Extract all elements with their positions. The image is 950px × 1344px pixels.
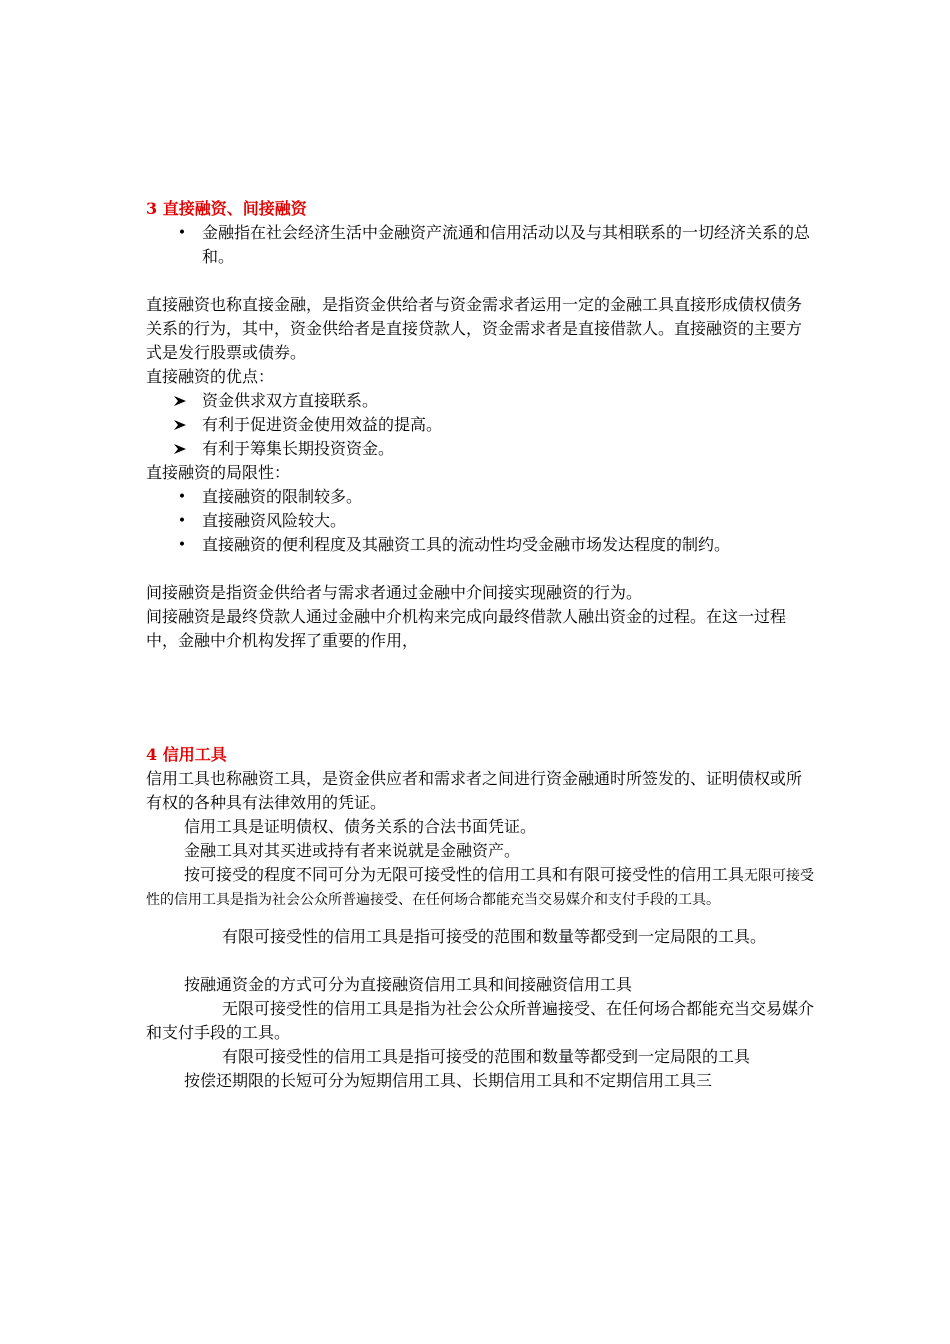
list-item-text: 资金供求双方直接联系。: [202, 391, 379, 410]
list-item: [146, 533, 816, 557]
section-4-heading: 4 信用工具: [146, 745, 227, 764]
limited-acceptability-paragraph: 有限可接受性的信用工具是指可接受的范围和数量等都受到一定局限的工具。: [222, 927, 767, 946]
spacer: [146, 653, 816, 743]
acceptability-classification: [146, 863, 816, 911]
credit-instrument-legal-proof: 信用工具是证明债权、债务关系的合法书面凭证。: [184, 817, 537, 836]
advantages-title: 直接融资的优点：: [146, 367, 275, 386]
indirect-finance-paragraph-2: 间接融资是最终贷款人通过金融中介机构来完成向最终借款人融出资金的过程。在这一过程中，金融中介机构发挥了重要的作用，: [146, 607, 787, 650]
list-item: [146, 389, 816, 413]
list-item-text: 有利于筹集长期投资资金。: [202, 439, 395, 458]
arrow-bullet-icon: [174, 396, 186, 406]
finance-definition-list: [146, 221, 816, 269]
list-item: [146, 413, 816, 437]
bullet-icon: •: [177, 489, 187, 505]
section-3-heading: 3 直接融资、间接融资: [146, 199, 307, 218]
list-item: [146, 221, 816, 269]
direct-finance-paragraph: 直接融资也称直接金融，是指资金供给者与资金需求者运用一定的金融工具直接形成债权债务关系的行为，其中，资金供给者是直接贷款人，资金需求者是直接借款人。直接融资的主要方式是发行股票或债券。: [146, 295, 803, 362]
bullet-icon: •: [177, 513, 187, 529]
limitations-list: [146, 485, 816, 557]
bullet-icon: •: [177, 537, 187, 553]
list-item-text: 直接融资风险较大。: [202, 511, 347, 530]
spacer: [146, 949, 816, 973]
bullet-icon: •: [177, 225, 187, 241]
list-item-text: 有利于促进资金使用效益的提高。: [202, 415, 443, 434]
list-item: [146, 437, 816, 461]
unlimited-acceptability-paragraph: 无限可接受性的信用工具是指为社会公众所普遍接受、在任何场合都能充当交易媒介和支付手段的工具。: [146, 999, 815, 1042]
list-item-text: 直接融资的便利程度及其融资工具的流动性均受金融市场发达程度的制约。: [202, 535, 731, 554]
acceptability-classification-main: 按可接受的程度不同可分为无限可接受性的信用工具和有限可接受性的信用工具: [184, 865, 745, 884]
acceptability-classification-note: 无限可接受性的信用工具是指为社会公众所普遍接受、在任何场合都能充当交易媒介和支付手段的工具。: [146, 868, 815, 908]
list-item: [146, 485, 816, 509]
advantages-list: [146, 389, 816, 461]
spacer: [146, 269, 816, 293]
spacer: [146, 911, 816, 925]
credit-instrument-definition: 信用工具也称融资工具，是资金供应者和需求者之间进行资金融通时所签发的、证明债权或所有权的各种具有法律效用的凭证。: [146, 769, 803, 812]
indirect-finance-paragraph-1: 间接融资是指资金供给者与需求者通过金融中介间接实现融资的行为。: [146, 583, 643, 602]
limitations-title: 直接融资的局限性：: [146, 463, 291, 482]
arrow-bullet-icon: [174, 420, 186, 430]
maturity-classification: 按偿还期限的长短可分为短期信用工具、长期信用工具和不定期信用工具三: [184, 1071, 713, 1090]
document-page: [146, 197, 816, 1093]
financial-asset-sentence: 金融工具对其买进或持有者来说就是金融资产。: [184, 841, 521, 860]
list-item: [146, 509, 816, 533]
limited-acceptability-paragraph-2: 有限可接受性的信用工具是指可接受的范围和数量等都受到一定局限的工具: [222, 1047, 751, 1066]
arrow-bullet-icon: [174, 444, 186, 454]
list-item-text: 金融指在社会经济生活中金融资产流通和信用活动以及与其相联系的一切经济关系的总和。: [202, 223, 811, 266]
list-item-text: 直接融资的限制较多。: [202, 487, 363, 506]
financing-method-classification: 按融通资金的方式可分为直接融资信用工具和间接融资信用工具: [184, 975, 633, 994]
spacer: [146, 557, 816, 581]
